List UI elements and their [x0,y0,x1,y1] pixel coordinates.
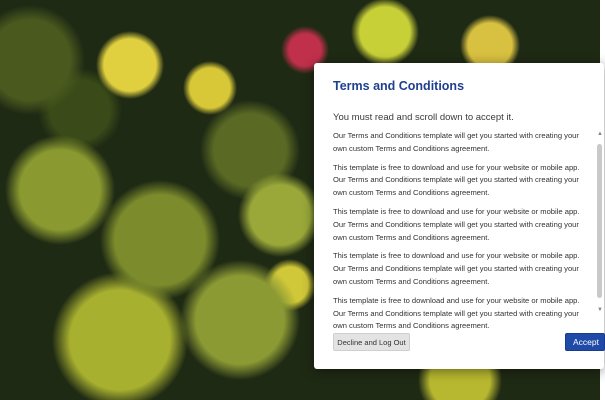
accept-button[interactable]: Accept [565,333,605,351]
scroll-down-arrow-icon[interactable]: ▼ [597,307,603,313]
terms-scrollbar[interactable] [595,130,604,314]
scroll-thumb[interactable] [597,144,602,298]
scroll-up-arrow-icon[interactable]: ▲ [597,131,603,137]
decline-and-logout-button[interactable]: Decline and Log Out [333,333,410,351]
terms-modal [314,63,604,369]
terms-paragraph: This template is free to download and use for your website or mobile app. Our Terms and Conditions template will get you started with creating your own custom Terms and Conditions agreement. [333,206,580,242]
modal-subtitle: You must read and scroll down to accept it. [333,112,514,123]
terms-paragraph: This template is free to download and use for your website or mobile app. Our Terms and Conditions template will get you started with creating your own custom Terms and Conditions agreement. [333,251,580,286]
terms-paragraph: This template is free to download and use for your website or mobile app. Our Terms and Conditions template will get you started with creating your own custom Terms and Conditions agreement. [333,295,580,331]
terms-scroll-area[interactable] [333,130,595,331]
terms-paragraph: This template is free to download and use for your website or mobile app. Our Terms and Conditions template will get you started with creating your own custom Terms and Conditions agreement. [333,162,580,198]
modal-title: Terms and Conditions [333,79,465,93]
terms-paragraph: Our Terms and Conditions template will get you started with creating your own custom Terms and Conditions agreement. [333,131,579,153]
